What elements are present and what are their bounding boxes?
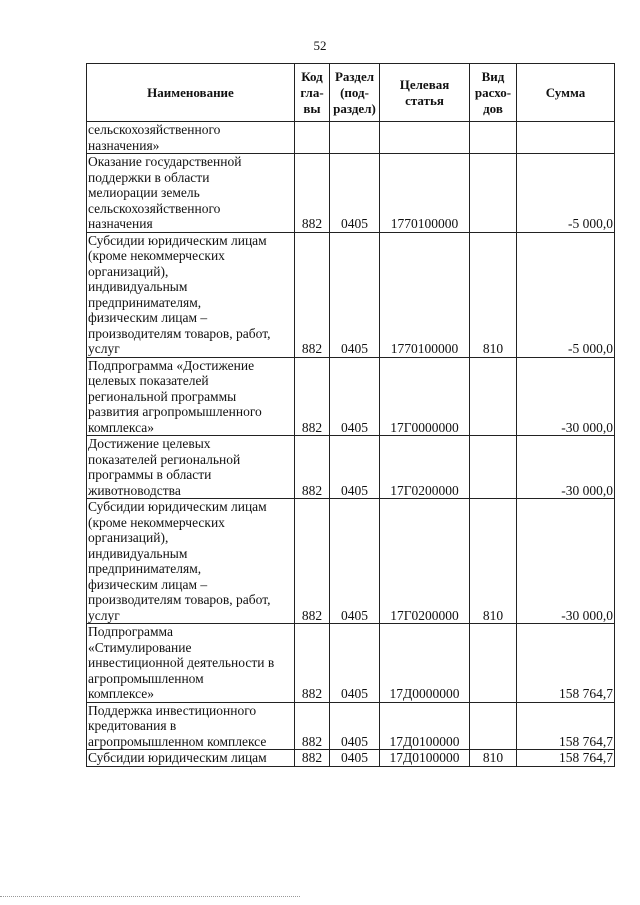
header-sum: Сумма bbox=[517, 64, 615, 122]
row-section: 0405 bbox=[330, 499, 380, 624]
row-code: 882 bbox=[295, 436, 330, 499]
page-number: 52 bbox=[313, 38, 327, 53]
row-expense-type bbox=[470, 436, 517, 499]
row-target: 1770100000 bbox=[380, 154, 470, 233]
table-row bbox=[87, 436, 615, 499]
row-target: 17Г0200000 bbox=[380, 499, 470, 624]
table-row bbox=[87, 750, 615, 767]
row-sum: 158 764,7 bbox=[517, 750, 615, 767]
row-target: 17Д0100000 bbox=[380, 750, 470, 767]
row-expense-type: 810 bbox=[470, 750, 517, 767]
row-name: Подпрограмма «Достижение целевых показателей региональной программы развития агропромышленного комплекса» bbox=[87, 357, 295, 436]
row-name: Субсидии юридическим лицам bbox=[87, 750, 295, 767]
row-code: 882 bbox=[295, 750, 330, 767]
row-section bbox=[330, 122, 380, 154]
row-section: 0405 bbox=[330, 624, 380, 703]
row-expense-type: 810 bbox=[470, 499, 517, 624]
row-code: 882 bbox=[295, 624, 330, 703]
row-expense-type bbox=[470, 624, 517, 703]
row-code: 882 bbox=[295, 499, 330, 624]
row-sum: -30 000,0 bbox=[517, 357, 615, 436]
row-section: 0405 bbox=[330, 750, 380, 767]
header-code: Код гла-вы bbox=[295, 64, 330, 122]
table-row bbox=[87, 624, 615, 703]
row-expense-type bbox=[470, 357, 517, 436]
row-section: 0405 bbox=[330, 232, 380, 357]
header-name: Наименование bbox=[87, 64, 295, 122]
row-sum: -30 000,0 bbox=[517, 499, 615, 624]
row-expense-type bbox=[470, 702, 517, 750]
row-name: Субсидии юридическим лицам (кроме некоммерческих организаций), индивидуальным предпринимателям, физическим лицам – производителям товаров, работ, услуг bbox=[87, 499, 295, 624]
row-target bbox=[380, 122, 470, 154]
row-section: 0405 bbox=[330, 154, 380, 233]
row-code: 882 bbox=[295, 357, 330, 436]
row-sum: 158 764,7 bbox=[517, 702, 615, 750]
row-expense-type: 810 bbox=[470, 232, 517, 357]
row-name: Оказание государственной поддержки в области мелиорации земель сельскохозяйственного назначения bbox=[87, 154, 295, 233]
header-expense-type: Вид расхо-дов bbox=[470, 64, 517, 122]
table-header-row bbox=[87, 64, 615, 122]
header-section: Раздел (под-раздел) bbox=[330, 64, 380, 122]
row-name: Субсидии юридическим лицам (кроме некоммерческих организаций), индивидуальным предпринимателям, физическим лицам – производителям товаров, работ, услуг bbox=[87, 232, 295, 357]
row-code: 882 bbox=[295, 232, 330, 357]
row-target: 1770100000 bbox=[380, 232, 470, 357]
row-code: 882 bbox=[295, 154, 330, 233]
table-row bbox=[87, 702, 615, 750]
budget-table bbox=[86, 63, 615, 767]
row-section: 0405 bbox=[330, 702, 380, 750]
table-row bbox=[87, 154, 615, 233]
row-target: 17Д0000000 bbox=[380, 624, 470, 703]
table-row bbox=[87, 357, 615, 436]
row-expense-type bbox=[470, 122, 517, 154]
row-section: 0405 bbox=[330, 436, 380, 499]
row-code: 882 bbox=[295, 702, 330, 750]
row-sum bbox=[517, 122, 615, 154]
row-name: Поддержка инвестиционного кредитования в агропромышленном комплексе bbox=[87, 702, 295, 750]
header-target: Целевая статья bbox=[380, 64, 470, 122]
table-row bbox=[87, 499, 615, 624]
row-target: 17Д0100000 bbox=[380, 702, 470, 750]
scan-artifact-line bbox=[0, 896, 300, 900]
row-sum: -30 000,0 bbox=[517, 436, 615, 499]
row-name: Достижение целевых показателей региональной программы в области животноводства bbox=[87, 436, 295, 499]
table-row bbox=[87, 122, 615, 154]
row-sum: -5 000,0 bbox=[517, 232, 615, 357]
row-code bbox=[295, 122, 330, 154]
row-name: сельскохозяйственного назначения» bbox=[87, 122, 295, 154]
row-expense-type bbox=[470, 154, 517, 233]
table-row bbox=[87, 232, 615, 357]
row-sum: -5 000,0 bbox=[517, 154, 615, 233]
row-target: 17Г0200000 bbox=[380, 436, 470, 499]
row-sum: 158 764,7 bbox=[517, 624, 615, 703]
row-section: 0405 bbox=[330, 357, 380, 436]
row-target: 17Г0000000 bbox=[380, 357, 470, 436]
row-name: Подпрограмма «Стимулирование инвестиционной деятельности в агропромышленном комплексе» bbox=[87, 624, 295, 703]
